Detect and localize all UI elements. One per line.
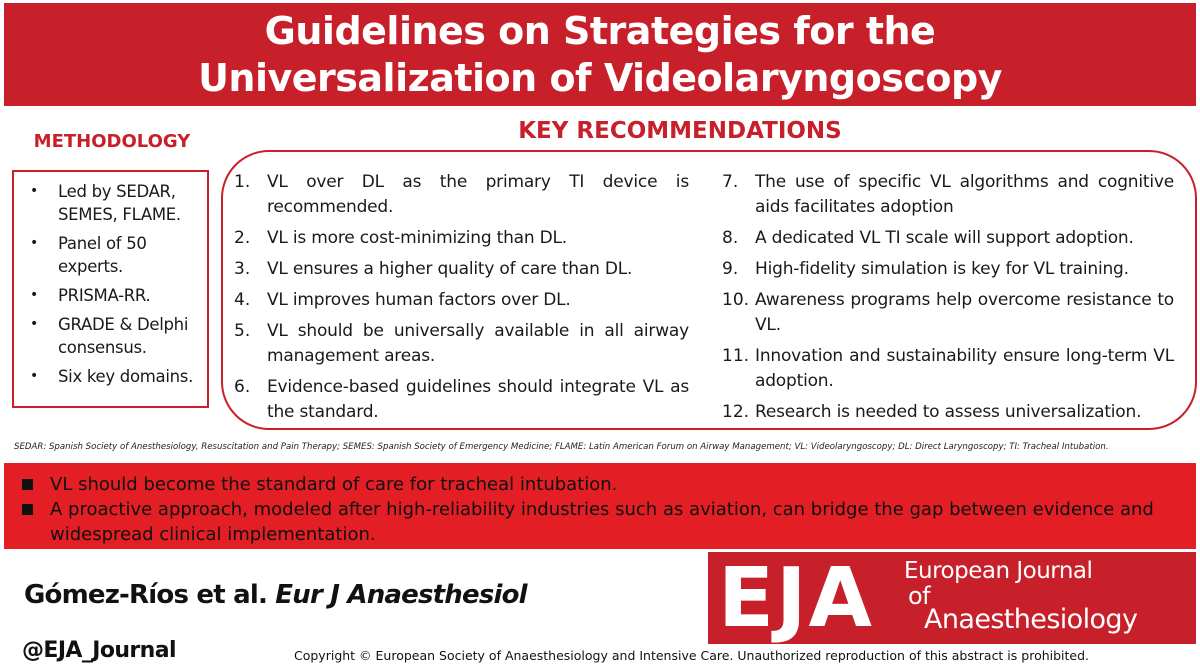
recommendation-text: Research is needed to assess universalization. <box>755 402 1142 422</box>
methodology-item <box>26 284 199 307</box>
recommendation-item <box>722 344 1174 394</box>
methodology-box <box>12 170 209 408</box>
recommendation-item <box>234 288 689 313</box>
recommendation-item <box>722 400 1174 425</box>
social-handle[interactable]: @EJA_Journal <box>22 638 176 663</box>
bullet-icon: • <box>30 368 38 384</box>
citation <box>24 580 527 610</box>
recommendation-number: 2. <box>234 228 251 248</box>
citation-authors: Gómez-Ríos et al. <box>24 580 268 610</box>
methodology-item-text: GRADE & Delphi consensus. <box>58 315 189 357</box>
recommendation-number: 4. <box>234 290 251 310</box>
citation-journal: Eur J Anaesthesiol <box>275 580 527 610</box>
methodology-item-text: Six key domains. <box>58 367 194 386</box>
methodology-item <box>26 313 199 359</box>
recommendations-right-column <box>722 170 1174 431</box>
recommendation-number: 5. <box>234 321 251 341</box>
recommendation-number: 9. <box>722 259 739 279</box>
recommendation-text: High-fidelity simulation is key for VL training. <box>755 259 1129 279</box>
recommendation-number: 6. <box>234 377 251 397</box>
title-banner <box>4 3 1196 106</box>
bullet-icon: • <box>30 287 38 303</box>
recommendation-text: VL improves human factors over DL. <box>267 290 571 310</box>
recommendation-text: Awareness programs help overcome resistance to VL. <box>755 290 1174 335</box>
recommendation-item <box>234 170 689 220</box>
logo-name-line3: Anaesthesiology <box>924 604 1138 635</box>
recommendation-text: VL should be universally available in all airway management areas. <box>267 321 689 366</box>
conclusion-text: A proactive approach, modeled after high-reliability industries such as aviation, can bridge the gap between evidence and widespread clinical implementation. <box>50 499 1154 545</box>
recommendation-number: 12. <box>722 402 750 422</box>
recommendation-number: 7. <box>722 172 739 192</box>
methodology-list <box>26 180 199 388</box>
key-recommendations-heading: KEY RECOMMENDATIONS <box>518 118 842 144</box>
methodology-item-text: Led by SEDAR, SEMES, FLAME. <box>58 182 181 224</box>
square-bullet-icon <box>22 472 50 497</box>
methodology-item <box>26 180 199 226</box>
recommendation-text: VL over DL as the primary TI device is recommended. <box>267 172 689 217</box>
logo-abbreviation: EJA <box>718 552 874 644</box>
recommendation-text: VL is more cost-minimizing than DL. <box>267 228 568 248</box>
recommendations-left-column <box>234 170 689 431</box>
recommendation-text: Innovation and sustainability ensure long-term VL adoption. <box>755 346 1174 391</box>
conclusion-item <box>22 497 1184 547</box>
conclusion-text: VL should become the standard of care for tracheal intubation. <box>50 474 618 495</box>
recommendation-text: Evidence-based guidelines should integrate VL as the standard. <box>267 377 689 422</box>
methodology-item <box>26 365 199 388</box>
recommendation-item <box>234 319 689 369</box>
recommendation-text: VL ensures a higher quality of care than DL. <box>267 259 633 279</box>
recommendation-item <box>234 257 689 282</box>
logo-name-line2: of <box>908 582 931 610</box>
methodology-item-text: PRISMA-RR. <box>58 286 151 305</box>
logo-name-line1: European Journal <box>904 558 1093 584</box>
page-title: Guidelines on Strategies for the Universalization of Videolaryngoscopy <box>198 8 1002 100</box>
bullet-icon: • <box>30 183 38 199</box>
methodology-item <box>26 232 199 278</box>
recommendation-item <box>722 226 1174 251</box>
recommendation-number: 8. <box>722 228 739 248</box>
recommendation-item <box>722 170 1174 220</box>
abbreviations-footnote: SEDAR: Spanish Society of Anesthesiology, Resuscitation and Pain Therapy; SEMES: Spanish Society of Emergency Medicine; FLAME: Latin American Forum on Airway Management; VL: Videolaryngoscopy; DL: Direct Laryngoscopy; TI: Tracheal Intubation. <box>14 442 1109 452</box>
recommendation-item <box>722 257 1174 282</box>
recommendation-number: 3. <box>234 259 251 279</box>
methodology-item-text: Panel of 50 experts. <box>58 234 147 276</box>
bullet-icon: • <box>30 235 38 251</box>
recommendation-item <box>234 226 689 251</box>
methodology-heading: METHODOLOGY <box>33 131 191 152</box>
copyright-notice: Copyright © European Society of Anaesthesiology and Intensive Care. Unauthorized reproduction of this abstract is prohibited. <box>294 648 1090 663</box>
recommendation-item <box>722 288 1174 338</box>
journal-logo <box>708 552 1196 644</box>
recommendation-number: 10. <box>722 290 750 310</box>
recommendation-text: The use of specific VL algorithms and cognitive aids facilitates adoption <box>755 172 1174 217</box>
square-bullet-icon <box>22 497 50 547</box>
conclusion-item <box>22 472 1184 497</box>
recommendation-text: A dedicated VL TI scale will support adoption. <box>755 228 1134 248</box>
recommendation-item <box>234 375 689 425</box>
bullet-icon: • <box>30 316 38 332</box>
conclusions-banner <box>4 463 1196 549</box>
recommendation-number: 11. <box>722 346 750 366</box>
recommendation-number: 1. <box>234 172 251 192</box>
